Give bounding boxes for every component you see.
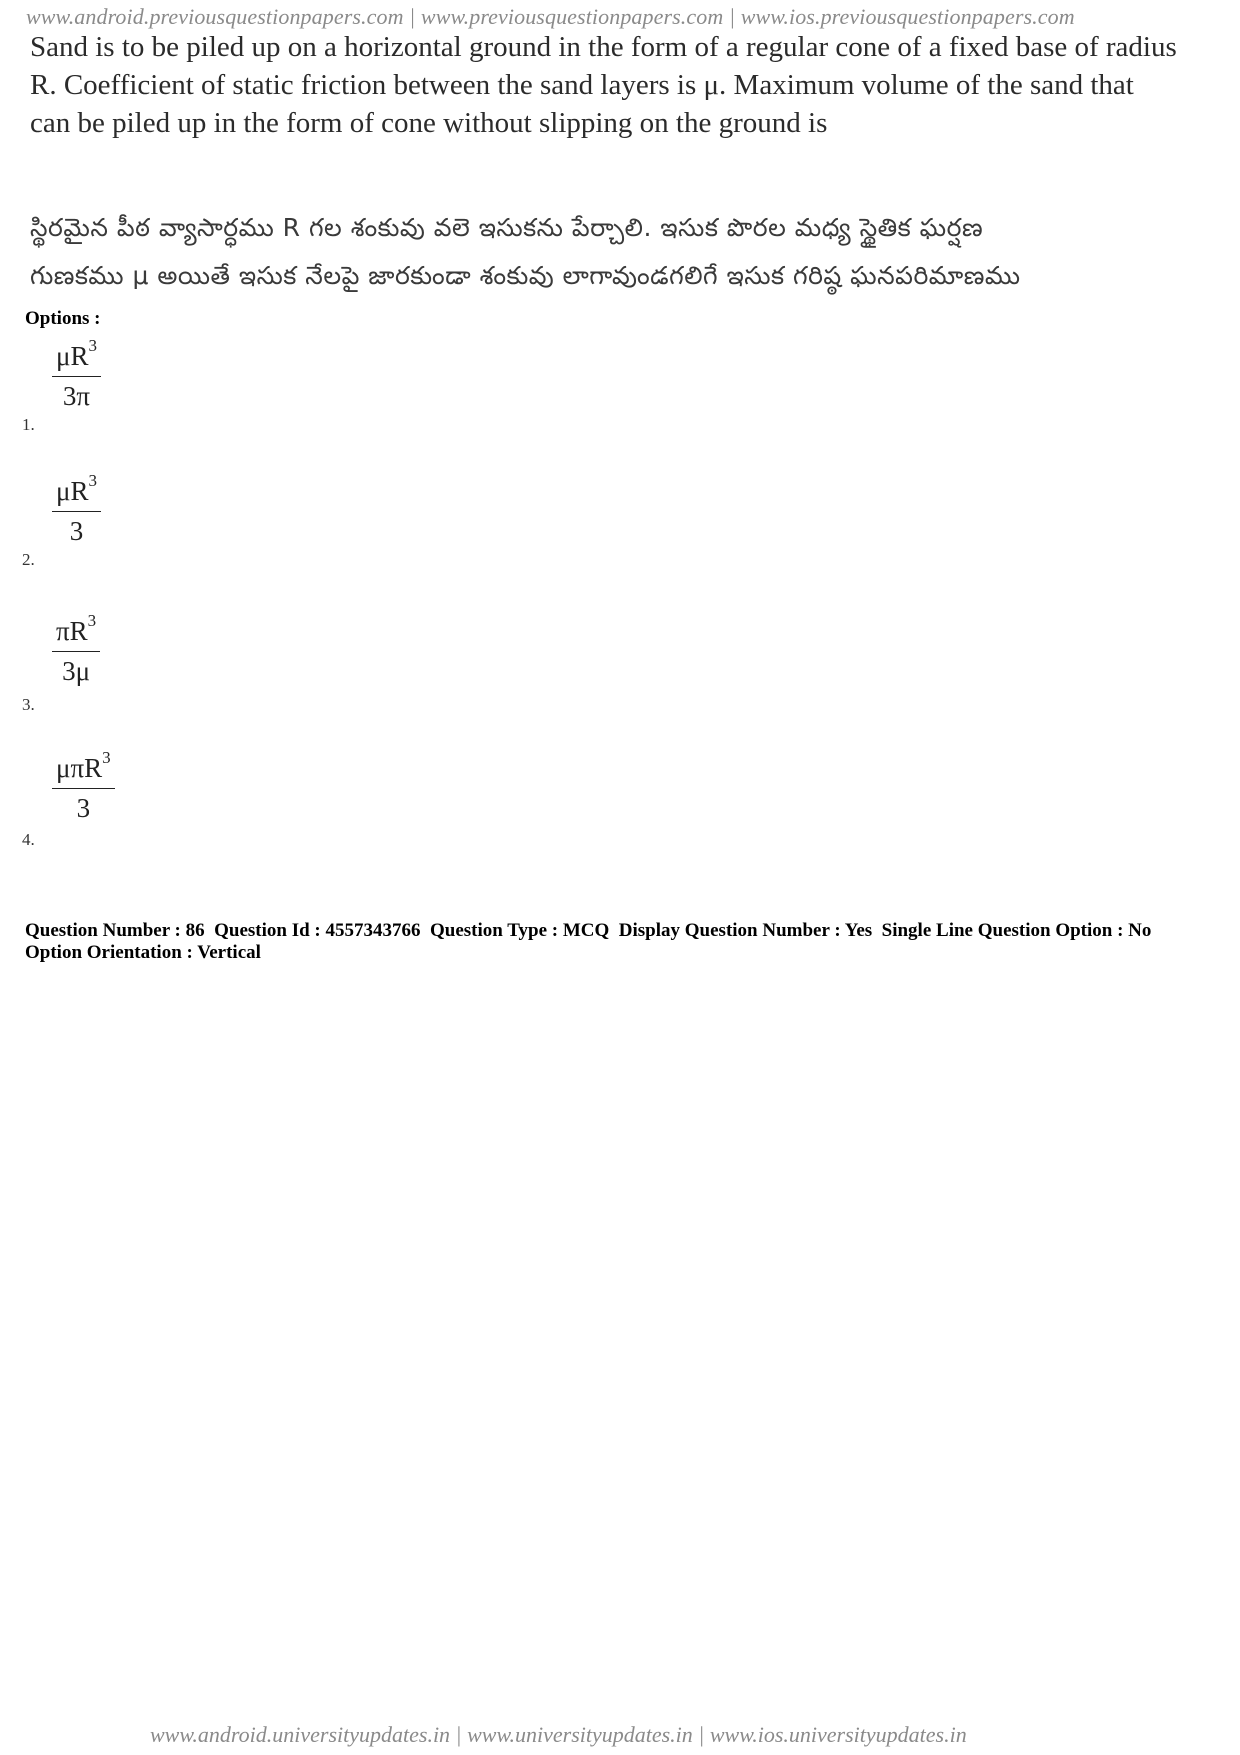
header-watermark-links: www.android.previousquestionpapers.com | www.previousquestionpapers.com | www.ios.previousquestionpapers.com [26, 4, 1075, 29]
question-text-telugu [30, 204, 1180, 300]
option-4-formula [52, 748, 115, 824]
option-2-formula [52, 471, 101, 547]
option-1-number: 1. [22, 415, 35, 434]
option-4-denominator: 3 [76, 793, 91, 823]
question-text-telugu-line1: స్థిరమైన పీఠ వ్యాసార్ధము R గల శంకువు వలె ఇసుకను పేర్చాలి. ఇసుక పొరల మధ్య స్థైతిక ఘర్షణ [30, 213, 984, 242]
option-2-number: 2. [22, 550, 35, 569]
option-3-formula [52, 611, 100, 687]
option-1[interactable] [22, 325, 322, 435]
question-metadata: Question Number : 86 Question Id : 4557343766 Question Type : MCQ Display Question Number : Yes Single Line Question Option : No Option Orientation : Vertical [25, 920, 1161, 963]
option-2-denominator: 3 [69, 516, 84, 546]
option-3-numerator: πR [56, 616, 88, 646]
option-3[interactable] [22, 605, 322, 715]
option-3-number: 3. [22, 695, 35, 714]
option-2[interactable] [22, 460, 322, 570]
fraction-bar [52, 376, 101, 377]
option-4[interactable] [22, 740, 322, 850]
fraction-bar [52, 788, 115, 789]
option-1-exponent: 3 [88, 336, 97, 355]
option-4-numerator: μπR [56, 753, 103, 783]
option-1-formula [52, 336, 101, 412]
fraction-bar [52, 511, 101, 512]
options-label: Options : [25, 308, 101, 329]
option-3-exponent: 3 [87, 611, 97, 630]
option-2-numerator: μR [56, 476, 89, 506]
fraction-bar [52, 651, 100, 652]
option-4-number: 4. [22, 830, 35, 849]
option-2-exponent: 3 [88, 471, 97, 490]
option-1-denominator: 3π [62, 381, 91, 411]
option-4-exponent: 3 [102, 748, 111, 767]
footer-watermark-links: www.android.universityupdates.in | www.universityupdates.in | www.ios.universityupdates.in [150, 1722, 967, 1747]
question-text-english: Sand is to be piled up on a horizontal ground in the form of a regular cone of a fixed base of radius R. Coefficient of static friction between the sand layers is μ. Maximum volume of the sand that can be piled up in the form of cone without slipping on the ground is [30, 31, 1177, 139]
option-1-numerator: μR [56, 341, 89, 371]
option-3-denominator: 3μ [62, 656, 91, 686]
question-text-telugu-line2: గుణకము μ అయితే ఇసుక నేలపై జారకుండా శంకువు లాగావుండగలిగే ఇసుక గరిష్ఠ ఘనపరిమాణము [30, 261, 1021, 290]
